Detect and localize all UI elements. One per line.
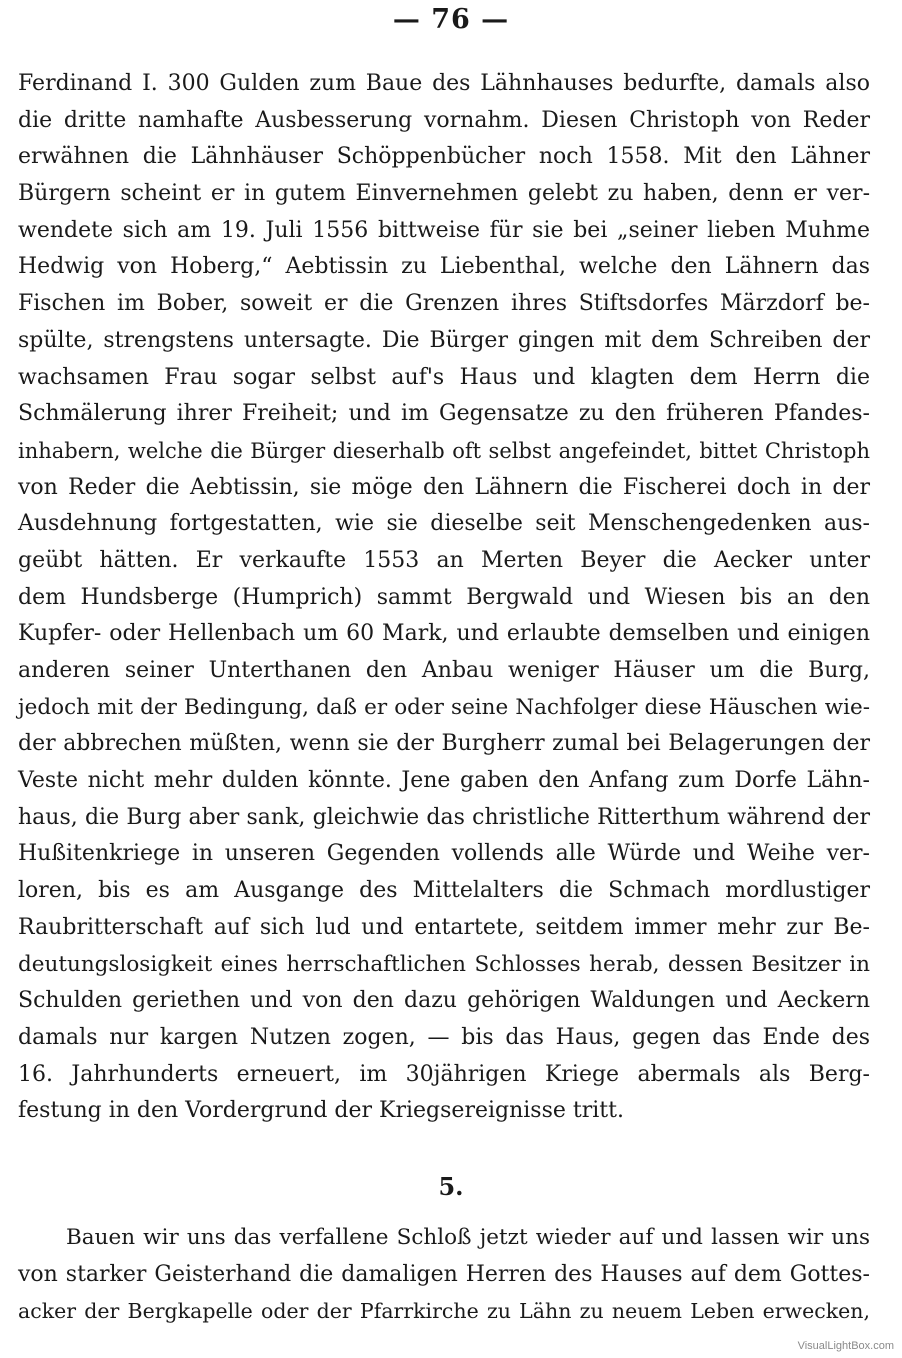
text-line: 16. Jahrhunderts erneuert, im 30jährigen Kriege abermals als Berg- (18, 1061, 870, 1087)
text-line: spülte, strengstens untersagte. Die Bürger gingen mit dem Schreiben der (18, 327, 870, 353)
text-line: acker der Bergkapelle oder der Pfarrkirche zu Lähn zu neuem Leben erwecken, (18, 1299, 870, 1324)
text-line: Fischen im Bober, soweit er die Grenzen ihres Stiftsdorfes Märzdorf be- (18, 291, 870, 317)
text-line: Hedwig von Hoberg,“ Aebtissin zu Liebenthal, welche den Lähnern das (18, 254, 870, 280)
page-number: — 76 — (392, 4, 510, 35)
text-line: Ausdehnung fortgestatten, wie sie dieselbe seit Menschengedenken aus- (18, 511, 870, 537)
text-line: jedoch mit der Bedingung, daß er oder seine Nachfolger diese Häuschen wie- (18, 694, 870, 720)
text-line: Veste nicht mehr dulden könnte. Jene gaben den Anfang zum Dorfe Lähn- (18, 768, 870, 794)
text-line: wendete sich am 19. Juli 1556 bittweise für sie bei „seiner lieben Muhme (18, 217, 870, 243)
text-line: Kupfer- oder Hellenbach um 60 Mark, und erlaubte demselben und einigen (18, 621, 870, 647)
main-paragraph (18, 66, 870, 1130)
text-line: erwähnen die Lähnhäuser Schöppenbücher noch 1558. Mit den Lähner (18, 144, 870, 170)
section-paragraph (18, 1220, 870, 1330)
text-line: haus, die Burg aber sank, gleichwie das christliche Ritterthum während der (18, 804, 870, 830)
text-line: loren, bis es am Ausgange des Mittelalters die Schmach mordlustiger (18, 878, 870, 904)
text-line: damals nur kargen Nutzen zogen, — bis das Haus, gegen das Ende des (18, 1024, 870, 1050)
text-line: Ferdinand I. 300 Gulden zum Baue des Lähnhauses bedurfte, damals also (18, 71, 870, 96)
text-line: inhabern, welche die Bürger dieserhalb oft selbst angefeindet, bittet Christoph (18, 438, 870, 463)
text-line: von starker Geisterhand die damaligen Herren des Hauses auf dem Gottes- (18, 1261, 870, 1287)
text-line: geübt hätten. Er verkaufte 1553 an Merten Beyer die Aecker unter (18, 547, 870, 573)
watermark: VisualLightBox.com (797, 1340, 894, 1352)
text-line: Hußitenkriege in unseren Gegenden vollends alle Würde und Weihe ver- (18, 841, 870, 867)
text-line: Schulden geriethen und von den dazu gehörigen Waldungen und Aeckern (18, 988, 870, 1014)
text-line: Raubritterschaft auf sich lud und entartete, seitdem immer mehr zur Be- (18, 914, 870, 940)
text-line: Bürgern scheint er in gutem Einvernehmen gelebt zu haben, denn er ver- (18, 181, 870, 207)
text-line: festung in den Vordergrund der Kriegsereignisse tritt. (18, 1098, 624, 1124)
text-line: wachsamen Frau sogar selbst auf's Haus und klagten dem Herrn die (18, 364, 870, 390)
text-line: der abbrechen müßten, wenn sie der Burgherr zumal bei Belagerungen der (18, 731, 870, 757)
text-line: Bauen wir uns das verfallene Schloß jetzt wieder auf und lassen wir uns (66, 1225, 870, 1250)
text-line: die dritte namhafte Ausbesserung vornahm. Diesen Christoph von Reder (18, 107, 870, 133)
text-line: von Reder die Aebtissin, sie möge den Lähnern die Fischerei doch in der (18, 474, 870, 500)
text-line: dem Hundsberge (Humprich) sammt Bergwald und Wiesen bis an den (18, 584, 870, 610)
text-line: Schmälerung ihrer Freiheit; und im Gegensatze zu den früheren Pfandes- (18, 401, 870, 427)
section-heading: 5. (438, 1172, 464, 1201)
text-line: deutungslosigkeit eines herrschaftlichen Schlosses herab, dessen Besitzer in (18, 951, 870, 977)
text-line: anderen seiner Unterthanen den Anbau weniger Häuser um die Burg, (18, 658, 870, 683)
